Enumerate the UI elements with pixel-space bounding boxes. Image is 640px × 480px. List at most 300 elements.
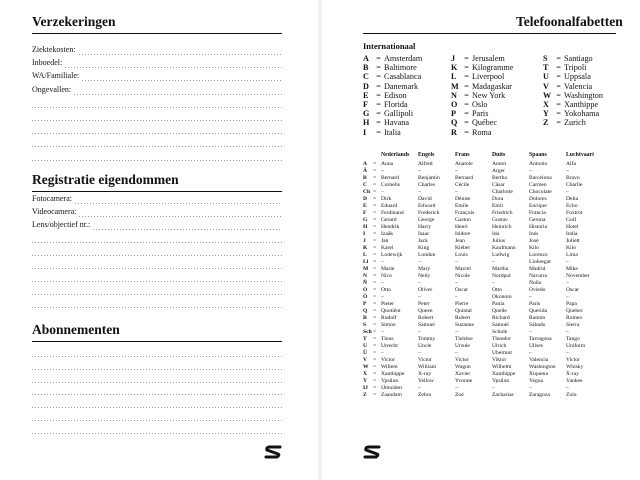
table-cell: Bernard [381, 175, 400, 181]
table-cell: Zoé [455, 392, 464, 398]
verzekeringen-rule [32, 33, 282, 34]
entry-letter: Z [543, 118, 549, 128]
table-cell: – [492, 385, 495, 391]
table-cell: – [566, 280, 569, 286]
entry-word: Edison [384, 90, 407, 100]
table-cell: Anton [492, 161, 506, 167]
table-cell: Quotiënt [381, 308, 401, 314]
table-cell: Alfa [566, 161, 576, 167]
fill-in-field[interactable] [75, 203, 282, 204]
table-cell: Quelle [492, 308, 507, 314]
row-letter: Y [363, 378, 368, 384]
table-cell: Victor [418, 357, 432, 363]
table-cell: Hendrik [381, 224, 400, 230]
table-cell: Kilo [566, 245, 576, 251]
field-label: Videocamera: [32, 207, 77, 216]
equals-sign: = [556, 100, 561, 110]
table-cell: – [381, 294, 384, 300]
internationaal-column [363, 54, 422, 137]
equals-sign: = [373, 189, 377, 195]
table-cell: Sierra [566, 322, 580, 328]
table-row [363, 175, 603, 182]
blank-line [32, 281, 282, 282]
table-cell: Kilo [529, 245, 539, 251]
blank-line [32, 433, 282, 434]
table-cell: Madrid [529, 266, 546, 272]
table-cell: Lodewijk [381, 252, 403, 258]
entry-letter: V [543, 81, 549, 91]
row-letter: Ä [363, 168, 368, 174]
table-cell: Ulrich [492, 343, 507, 349]
table-row [363, 280, 603, 287]
table-cell: Xavier [455, 371, 471, 377]
table-cell: – [566, 350, 569, 356]
row-letter: T [363, 336, 367, 342]
equals-sign: = [373, 343, 377, 349]
table-cell: Barcelona [529, 175, 552, 181]
table-cell: Anna [381, 161, 394, 167]
equals-sign: = [464, 127, 469, 137]
field-label: Lens/objectief nr.: [32, 220, 91, 229]
table-cell: Nordpol [492, 273, 511, 279]
fill-in-field[interactable] [82, 80, 282, 81]
entry-word: Baltimore [384, 63, 417, 73]
table-cell: Émile [455, 203, 469, 209]
table-cell: Navarra [529, 273, 548, 279]
table-cell: – [455, 189, 458, 195]
column-header: Frans [455, 152, 470, 158]
table-cell: Uniform [566, 343, 586, 349]
equals-sign: = [464, 81, 469, 91]
internationaal-entry [363, 128, 422, 137]
table-cell: Anatole [455, 161, 473, 167]
entry-letter: D [363, 81, 369, 91]
equals-sign: = [373, 182, 377, 188]
equals-sign: = [373, 364, 377, 370]
internationaal-entry [543, 63, 603, 72]
telefoonalfabetten-rule [363, 33, 616, 34]
table-cell: George [418, 217, 435, 223]
equals-sign: = [376, 109, 381, 119]
equals-sign: = [373, 294, 377, 300]
table-row [363, 168, 603, 175]
table-cell: – [418, 385, 421, 391]
internationaal-entry [451, 109, 513, 118]
table-row [363, 245, 603, 252]
row-letter: X [363, 371, 368, 377]
row-letter: Z [363, 392, 367, 398]
field-label: WA/Familiale: [32, 71, 80, 81]
row-letter: B [363, 175, 367, 181]
blank-line [32, 242, 282, 243]
table-cell: Otto [492, 287, 502, 293]
row-letter: IJ [363, 385, 368, 391]
equals-sign: = [373, 322, 377, 328]
equals-sign: = [373, 168, 377, 174]
fill-in-field[interactable] [79, 216, 282, 217]
table-cell: Willem [381, 364, 398, 370]
blank-line [32, 394, 282, 395]
table-header-row [363, 152, 603, 161]
table-cell: David [418, 196, 432, 202]
equals-sign: = [464, 54, 469, 63]
table-cell: – [566, 259, 569, 265]
table-row [363, 308, 603, 315]
blank-line [32, 307, 282, 308]
abonnementen-title: Abonnementen [32, 322, 120, 337]
blank-line [32, 407, 282, 408]
entry-word: Xanthippe [564, 100, 599, 110]
table-cell: Whisky [566, 364, 584, 370]
table-cell: Ferdinand [381, 210, 404, 216]
table-cell: Suzanne [455, 322, 474, 328]
table-cell: Victor [381, 357, 395, 363]
entry-letter: X [543, 100, 549, 110]
table-cell: Charlotte [492, 189, 513, 195]
table-cell: Ypsilon [492, 378, 510, 384]
table-cell: IJmuiden [381, 385, 402, 391]
table-cell: – [529, 350, 532, 356]
table-cell: Thérèse [455, 336, 473, 342]
internationaal-title: Internationaal [363, 41, 416, 51]
table-row [363, 259, 603, 266]
equals-sign: = [556, 81, 561, 91]
table-row [363, 210, 603, 217]
table-cell: Cornelis [381, 182, 400, 188]
row-letter: D [363, 196, 368, 202]
entry-word: Havana [384, 118, 410, 128]
table-cell: – [455, 329, 458, 335]
equals-sign: = [373, 210, 377, 216]
table-row [363, 203, 603, 210]
table-cell: Ursule [455, 343, 470, 349]
blank-line [32, 255, 282, 256]
equals-sign: = [464, 63, 469, 73]
table-cell: – [529, 168, 532, 174]
equals-sign: = [376, 90, 381, 100]
table-cell: Dolores [529, 196, 547, 202]
table-cell: Cécile [455, 182, 470, 188]
equals-sign: = [373, 315, 377, 321]
table-row [363, 315, 603, 322]
entry-letter: S [543, 54, 548, 63]
entry-letter: C [363, 72, 369, 82]
table-cell: Jan [381, 238, 389, 244]
table-cell: Eduard [381, 203, 398, 209]
table-cell: Harry [418, 224, 432, 230]
phonetic-alphabet-table [363, 152, 603, 399]
table-cell: Pieter [381, 301, 395, 307]
table-cell: Francia [529, 210, 546, 216]
table-cell: Yvonne [455, 378, 473, 384]
table-cell: – [381, 350, 384, 356]
field-label: Ziektekosten: [32, 45, 76, 54]
entry-word: Kilogramme [472, 63, 514, 73]
table-cell: Samuel [492, 322, 509, 328]
equals-sign: = [373, 175, 377, 181]
table-cell: Victor [566, 357, 580, 363]
table-cell: Louis [455, 252, 468, 258]
table-cell: – [418, 329, 421, 335]
equals-sign: = [373, 217, 377, 223]
entry-word: Italia [384, 127, 401, 137]
entry-letter: K [451, 63, 458, 73]
equals-sign: = [556, 63, 561, 73]
row-letter: M [363, 266, 369, 272]
entry-letter: L [451, 72, 457, 82]
table-cell: Tango [566, 336, 580, 342]
row-letter: A [363, 161, 368, 167]
table-row [363, 161, 603, 168]
equals-sign: = [373, 301, 377, 307]
internationaal-entry [543, 72, 603, 81]
table-cell: Paris [529, 301, 541, 307]
field-label: Ongevallen: [32, 84, 72, 94]
abonnementen-rule [32, 341, 282, 342]
entry-letter: F [363, 100, 369, 110]
table-cell: India [566, 231, 578, 237]
table-cell: Gustav [492, 217, 508, 223]
entry-word: Roma [472, 127, 492, 137]
table-cell: Lima [566, 252, 578, 258]
fill-in-field[interactable] [93, 229, 282, 230]
blank-line [32, 420, 282, 421]
internationaal-entry [451, 100, 513, 109]
table-cell: King [418, 245, 430, 251]
internationaal-entry [543, 109, 603, 118]
equals-sign: = [373, 252, 377, 258]
entry-letter: A [363, 54, 369, 63]
equals-sign: = [373, 203, 377, 209]
table-cell: – [418, 168, 421, 174]
table-cell: – [529, 294, 532, 300]
fill-in-field[interactable] [65, 67, 282, 68]
internationaal-entry [363, 118, 422, 127]
equals-sign: = [373, 392, 377, 398]
row-letter: O [363, 287, 368, 293]
table-cell: Marcel [455, 266, 471, 272]
table-cell: Foxtrot [566, 210, 583, 216]
table-cell: – [492, 259, 495, 265]
entry-letter: B [363, 63, 369, 73]
table-row [363, 350, 603, 357]
field-label: Fotocamera: [32, 194, 72, 203]
equals-sign: = [373, 336, 377, 342]
table-cell: Inés [529, 231, 539, 237]
entry-word: Tripoli [564, 63, 587, 73]
equals-sign: = [376, 118, 381, 128]
entry-word: New York [472, 90, 506, 100]
row-letter: U [363, 343, 368, 349]
equals-sign: = [376, 100, 381, 110]
table-cell: Chocolate [529, 189, 552, 195]
internationaal-entry [363, 54, 422, 63]
row-letter: L [363, 252, 367, 258]
row-letter: Sch [363, 329, 372, 335]
table-cell: Martha [492, 266, 509, 272]
table-cell: Lorenzo [529, 252, 548, 258]
table-cell: Dirk [381, 196, 392, 202]
table-cell: Juliett [566, 238, 580, 244]
table-cell: Übermut [492, 350, 512, 356]
entry-word: Oslo [472, 100, 488, 110]
row-letter: C [363, 182, 368, 188]
table-cell: Echo [566, 203, 578, 209]
equals-sign: = [373, 224, 377, 230]
table-cell: Wagon [455, 364, 471, 370]
column-header: Spaans [529, 152, 547, 158]
table-cell: – [566, 168, 569, 174]
column-header: Engels [418, 152, 435, 158]
table-cell: Frederick [418, 210, 440, 216]
table-cell: Quebec [566, 308, 584, 314]
table-cell: Paula [492, 301, 505, 307]
table-cell: Bravo [566, 175, 580, 181]
table-cell: Carmen [529, 182, 547, 188]
table-cell: Zacharias [492, 392, 514, 398]
table-row [363, 189, 603, 196]
row-letter: Q [363, 308, 368, 314]
internationaal-entry [543, 100, 603, 109]
header-spacer [363, 152, 373, 161]
table-cell: Zaragoza [529, 392, 550, 398]
table-cell: – [566, 385, 569, 391]
table-cell: Tommy [418, 336, 436, 342]
entry-word: Madagaskar [472, 81, 513, 91]
table-cell: Viktor [492, 357, 507, 363]
table-cell: November [566, 273, 590, 279]
table-cell: Cäsar [492, 182, 505, 188]
equals-sign: = [373, 266, 377, 272]
internationaal-entry [363, 100, 422, 109]
table-cell: Karel [381, 245, 394, 251]
equals-sign: = [373, 161, 377, 167]
table-cell: – [566, 294, 569, 300]
entry-word: Yokohama [564, 109, 600, 119]
registratie-rule [32, 191, 282, 192]
entry-letter: N [451, 90, 457, 100]
equals-sign: = [373, 350, 377, 356]
table-cell: Jack [418, 238, 428, 244]
verzekeringen-title: Verzekeringen [32, 14, 116, 29]
entry-word: Washington [564, 90, 603, 100]
table-cell: Enrique [529, 203, 547, 209]
table-cell: Antonio [529, 161, 548, 167]
table-cell: Ökonom [492, 294, 512, 300]
table-cell: – [381, 168, 384, 174]
entry-letter: E [363, 90, 369, 100]
table-row [363, 224, 603, 231]
fill-in-field[interactable] [74, 94, 282, 95]
table-cell: Alfred [418, 161, 433, 167]
table-row [363, 266, 603, 273]
table-cell: – [455, 294, 458, 300]
table-row [363, 392, 603, 399]
table-cell: Romeo [566, 315, 583, 321]
equals-sign: = [373, 280, 377, 286]
equals-sign: = [373, 329, 377, 335]
row-letter: J [363, 238, 366, 244]
entry-word: Jerusalem [472, 54, 505, 63]
equals-sign: = [464, 109, 469, 119]
table-row [363, 364, 603, 371]
internationaal-entry [451, 118, 513, 127]
internationaal-entry [543, 82, 603, 91]
table-cell: Oscar [455, 287, 469, 293]
internationaal-entry [543, 54, 603, 63]
internationaal-entry [543, 118, 603, 127]
entry-word: Zurich [564, 118, 586, 128]
table-cell: Rudolf [381, 315, 397, 321]
row-letter: Ü [363, 350, 368, 356]
entry-letter: J [451, 54, 456, 63]
table-cell: Dénise [455, 196, 471, 202]
table-cell: Historia [529, 224, 548, 230]
table-cell: – [418, 189, 421, 195]
equals-sign: = [464, 100, 469, 110]
table-row [363, 357, 603, 364]
entry-word: Québec [472, 118, 498, 128]
table-row [363, 371, 603, 378]
table-cell: Yankee [566, 378, 583, 384]
table-cell: Kaufmann [492, 245, 516, 251]
row-letter: P [363, 301, 367, 307]
row-letter: K [363, 245, 368, 251]
table-cell: Quintal [455, 308, 472, 314]
table-cell: Emil [492, 203, 503, 209]
table-row [363, 238, 603, 245]
equals-sign: = [556, 109, 561, 119]
table-row [363, 329, 603, 336]
entry-letter: O [451, 100, 458, 110]
table-cell: Zaandam [381, 392, 402, 398]
internationaal-entry [363, 63, 422, 72]
equals-sign: = [376, 54, 381, 63]
publisher-logo-icon-right [363, 445, 381, 464]
table-cell: Yellow [418, 378, 434, 384]
table-cell: Heinrich [492, 224, 512, 230]
entry-letter: Q [451, 118, 458, 128]
entry-letter: Y [543, 109, 549, 119]
table-cell: William [418, 364, 437, 370]
table-cell: – [381, 259, 384, 265]
row-letter: N [363, 273, 368, 279]
entry-word: Valencia [564, 81, 593, 91]
table-cell: Charles [418, 182, 436, 188]
fill-in-field[interactable] [79, 54, 282, 55]
table-cell: Izaäk [381, 231, 394, 237]
table-cell: Ludwig [492, 252, 510, 258]
row-letter: Ch [363, 189, 371, 195]
row-letter: G [363, 217, 368, 223]
equals-sign: = [376, 127, 381, 137]
table-cell: – [455, 385, 458, 391]
table-cell: Ñoño [529, 280, 542, 286]
equals-sign: = [464, 72, 469, 82]
table-cell: Golf [566, 217, 577, 223]
row-letter: Ñ [363, 280, 368, 286]
table-cell: – [455, 350, 458, 356]
table-cell: Xiquena [529, 371, 548, 377]
row-letter: E [363, 203, 367, 209]
internationaal-entry [451, 63, 513, 72]
table-cell: Mike [566, 266, 578, 272]
table-row [363, 322, 603, 329]
table-row [363, 231, 603, 238]
table-cell: Benjamin [418, 175, 440, 181]
internationaal-column [451, 54, 513, 137]
column-header: Luchtvaart [566, 152, 595, 158]
